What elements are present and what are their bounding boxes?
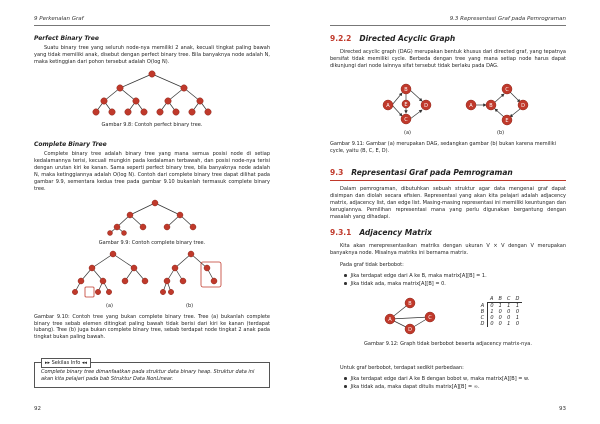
matrix-cell: 1 xyxy=(515,303,519,309)
section-9-3-title: Representasi Graf pada Pemrograman xyxy=(351,168,513,177)
info-box-text: Complete binary tree dimanfaatkan pada struktur data binary heap. Struktur data ini akan kita pelajari pada bab Struktur Data NonLinear. xyxy=(41,369,255,382)
bullet-dot xyxy=(344,282,347,285)
bullet-edge-missing xyxy=(344,281,446,288)
dag-a-node-b: B xyxy=(404,87,408,93)
section-9-3-heading xyxy=(330,168,513,177)
bullet-edge-exists-text: Jika terdapat edge dari A ke B, maka matrix[A][B] = 1. xyxy=(350,273,487,279)
bullet-edge-missing-text: Jika tidak ada, maka matrix[A][B] = 0. xyxy=(350,281,446,287)
matrix-cell: 0 xyxy=(490,303,494,309)
figure-9-10-sub-a: (a) xyxy=(106,303,113,309)
section-9-2-2-number: 9.2.2 xyxy=(330,34,352,43)
figure-9-11-sub-a: (a) xyxy=(404,130,411,136)
section-9-2-2-title: Directed Acyclic Graph xyxy=(359,34,456,43)
running-head-left: 9 Perkenalan Graf xyxy=(34,16,84,22)
perfect-paragraph: Suatu binary tree yang seluruh node-nya memiliki 2 anak, kecuali tingkat paling bawah yang tidak memiliki anak, disebut dengan perfect binary tree. Bila banyaknya node adalah N, maka ketinggian dari pohon tersebut adalah O(log N). xyxy=(34,45,270,65)
perfect-heading: Perfect Binary Tree xyxy=(34,35,99,42)
adj-node-c: C xyxy=(428,315,432,321)
matrix-cell: 0 xyxy=(498,315,502,321)
complete-binary-tree-figure xyxy=(100,198,210,236)
section-9-3-rule xyxy=(330,180,566,181)
info-label-text: Sekilas Info xyxy=(51,360,81,366)
right-page xyxy=(300,0,600,424)
bullet-dot xyxy=(344,385,347,388)
weighted-intro: Untuk graf berbobot, terdapat sedikit perbedaan: xyxy=(340,365,464,371)
matrix-cell: 0 xyxy=(515,309,519,315)
matrix-row-header: C xyxy=(478,315,487,321)
matrix-row-header: D xyxy=(478,321,487,327)
figure-9-10-caption: Gambar 9.10: Contoh tree yang bukan complete binary tree. Tree (a) bukanlah complete binary tree sebab elemen ditingkat paling bawah tidak berisi dari kiri ke kanan (terdapat lubang). Tree (b) juga bukan complete binary tree, sebab terdapat node tingkat 2 anak pada tingkat bukan paling bawah. xyxy=(34,314,270,340)
page-number-right: 93 xyxy=(559,406,566,412)
cyc-b-node-b: B xyxy=(489,103,493,109)
section-9-3-number: 9.3 xyxy=(330,168,344,177)
info-arrow-right-icon: ▸▸ xyxy=(45,360,51,366)
matrix-cell: 0 xyxy=(490,315,494,321)
matrix-cell: 1 xyxy=(490,309,494,315)
matrix-row-header: B xyxy=(478,309,487,315)
info-box xyxy=(34,362,270,388)
adj-node-b: B xyxy=(408,301,412,307)
bullet-weighted-missing-text: Jika tidak ada, maka dapat ditulis matrix[A][B] = ∞. xyxy=(350,384,480,390)
matrix-col-header: C xyxy=(504,296,513,303)
dag-a-node-e: E xyxy=(404,102,408,108)
unweighted-intro: Pada graf tidak berbobot: xyxy=(340,262,404,268)
bullet-weighted-edge-text: Jika terdapat edge dari A ke B dengan bobot w, maka matrix[A][B] = w. xyxy=(350,376,530,382)
matrix-cell: 0 xyxy=(507,315,511,321)
page-number-left: 92 xyxy=(34,406,41,412)
non-complete-tree-b-figure xyxy=(158,248,228,298)
bullet-edge-exists xyxy=(344,273,487,280)
adj-node-a: A xyxy=(388,317,392,323)
matrix-col-header: B xyxy=(496,296,504,303)
section-9-3-1-title: Adjacency Matrix xyxy=(359,228,432,237)
dag-a-node-a: A xyxy=(386,103,390,109)
matrix-row-header: A xyxy=(478,303,487,310)
matrix-cell: 1 xyxy=(507,303,511,309)
matrix-cell: 0 xyxy=(490,321,494,327)
bullet-dot xyxy=(344,274,347,277)
complete-paragraph: Complete binary tree adalah binary tree yang mana semua posisi node di setiap kedalamannya terisi, kecuali mungkin pada kedalaman terbawah, dan posisi node-nya terisi dengan urutan kiri ke kanan. Sama seperti perfect binary tree, bila banyaknya node adalah N, maka ketinggiannya adalah O(log N). Contoh dari complete binary tree dapat dilihat pada gambar 9.9, sementara kedua tree pada gambar 9.10 bukanlah termasuk complete binary tree. xyxy=(34,151,270,192)
header-rule-left xyxy=(34,25,270,26)
dag-figure-a xyxy=(372,75,442,130)
bullet-weighted-missing xyxy=(344,384,480,391)
info-arrow-left-icon: ◂◂ xyxy=(81,360,87,366)
matrix-cell: 1 xyxy=(515,315,519,321)
figure-9-10-sub-b: (b) xyxy=(186,303,194,309)
cyc-b-node-e: E xyxy=(505,118,509,124)
dag-paragraph: Directed acyclic graph (DAG) merupakan bentuk khusus dari directed graf, yang tepatnya bersifat tidak memiliki cycle. Berbeda dengan tree yang mana setiap node harus dapat dikunjungi dari node lainnya sifat tersebut tidak berlaku pada DAG. xyxy=(330,49,566,69)
section-9-2-2-heading xyxy=(330,34,455,43)
matrix-cell: 1 xyxy=(498,303,502,309)
figure-9-11-sub-b: (b) xyxy=(497,130,505,136)
section-9-3-1-number: 9.3.1 xyxy=(330,228,352,237)
adjacency-graph-figure xyxy=(378,295,443,335)
matrix-cell: 0 xyxy=(498,309,502,315)
dag-a-node-d: D xyxy=(424,103,428,109)
figure-9-8-caption: Gambar 9.8: Contoh perfect binary tree. xyxy=(101,122,203,128)
representation-paragraph: Dalam pemrograman, dibutuhkan sebuah struktur agar data mengenai graf dapat disimpan dan diolah secara efisien. Representasi yang akan kita pelajari adalah adjacency matrix, adjacency list, dan edge list. Masing-masing representasi ini memiliki keuntungan dan kerugiannya. Pemilihan representasi mana yang perlu digunakan bergantung dengan masalah yang dihadapi. xyxy=(330,186,566,220)
matrix-cell: 0 xyxy=(507,309,511,315)
adj-node-d: D xyxy=(408,327,412,333)
matrix-col-header: A xyxy=(487,296,496,303)
bullet-dot xyxy=(344,377,347,380)
matrix-cell: 1 xyxy=(507,321,511,327)
cyc-b-node-a: A xyxy=(469,103,473,109)
running-head-right: 9.3 Representasi Graf pada Pemrograman xyxy=(449,16,566,22)
bullet-weighted-edge xyxy=(344,376,529,383)
non-complete-tree-a-figure xyxy=(68,248,158,298)
matrix-cell: 0 xyxy=(498,321,502,327)
section-9-3-1-heading xyxy=(330,228,432,237)
dag-a-node-c: C xyxy=(404,117,408,123)
adjacency-paragraph: Kita akan merepresentasikan matriks dengan ukuran V × V dengan V merupakan banyaknya node. Misalnya matriks ini bernama matrix. xyxy=(330,243,566,256)
cyc-b-node-c: C xyxy=(505,87,509,93)
figure-9-11-caption: Gambar 9.11: Gambar (a) merupakan DAG, sedangkan gambar (b) bukan karena memiliki cycle, yaitu (B, C, E, D). xyxy=(330,141,557,154)
perfect-binary-tree-figure xyxy=(85,68,220,118)
header-rule-right xyxy=(330,25,566,26)
info-box-label xyxy=(41,358,91,368)
complete-heading: Complete Binary Tree xyxy=(34,141,107,148)
matrix-cell: 0 xyxy=(515,321,519,327)
figure-9-9-caption: Gambar 9.9: Contoh complete binary tree. xyxy=(98,240,206,246)
figure-9-12-caption: Gambar 9.12: Graph tidak berbobot beserta adjacency matrix-nya. xyxy=(364,341,532,347)
adjacency-matrix xyxy=(478,296,522,327)
matrix-row xyxy=(478,321,522,327)
cyc-b-node-d: D xyxy=(521,103,525,109)
cyclic-figure-b xyxy=(462,75,537,130)
matrix-col-header: D xyxy=(513,296,522,303)
